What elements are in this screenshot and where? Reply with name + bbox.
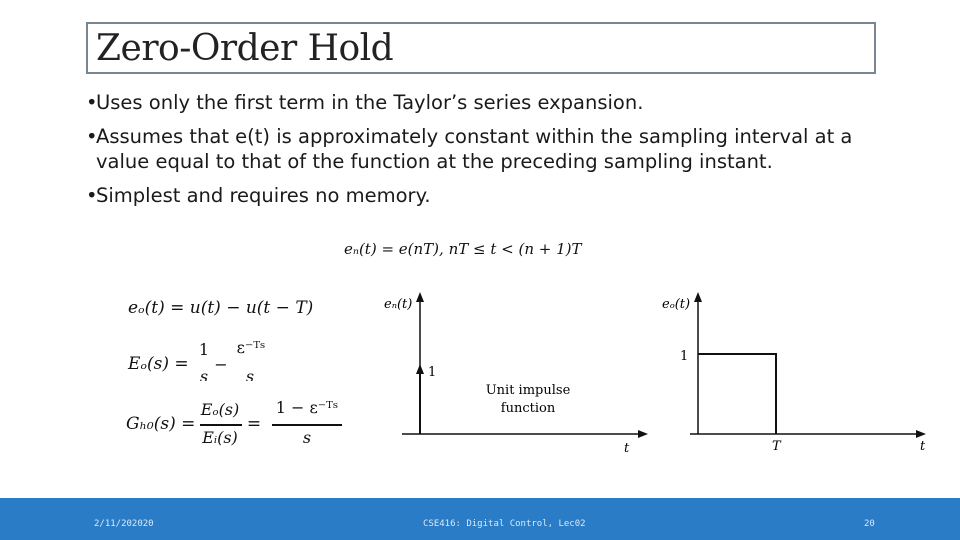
laplace-label: Eₒ(s) =: [128, 354, 189, 374]
laplace-term1-denominator: s: [199, 367, 209, 381]
zoh-level-label: 1: [680, 349, 689, 364]
zoh-T-label: T: [772, 439, 781, 454]
bullet-item: [86, 90, 886, 115]
bullet-list: [86, 90, 886, 217]
tf-equals: =: [246, 414, 262, 434]
tf-frac2-numerator: 1 − ε⁻ᵀˢ: [275, 398, 339, 417]
impulse-value-label: 1: [428, 365, 437, 380]
tf-frac1-denominator: Eᵢ(s): [202, 428, 238, 447]
bullet-text: Uses only the first term in the Taylor’s series expansion.: [96, 91, 644, 114]
zoh-pulse-plot: [650, 288, 940, 458]
impulse-caption-line2: function: [500, 401, 556, 416]
tf-frac1-bar: [200, 424, 242, 426]
zoh-plot-y-arrow: [694, 292, 702, 302]
laplace-minus: −: [214, 355, 228, 374]
impulse-response-equation: eₒ(t) = u(t) − u(t − T): [128, 298, 314, 318]
bullet-text: Simplest and requires no memory.: [96, 184, 431, 207]
impulse-plot: [380, 288, 670, 458]
impulse-arrow: [416, 364, 424, 374]
zoh-plot-x-arrow: [916, 430, 926, 438]
footer-bar: [0, 498, 960, 540]
impulse-plot-x-label: t: [624, 441, 630, 456]
impulse-caption-line1: Unit impulse: [485, 383, 571, 398]
laplace-term2-numerator: ε⁻ᵀˢ: [236, 338, 266, 357]
tf-label: Gₕ₀(s) =: [126, 414, 196, 434]
footer-date: 2/11/202020: [94, 519, 154, 529]
hold-equation: eₙ(t) = e(nT), nT ≤ t < (n + 1)T: [344, 240, 582, 258]
zoh-plot-x-label: t: [920, 439, 926, 454]
slide-title: Zero-Order Hold: [96, 28, 394, 69]
impulse-plot-x-arrow: [638, 430, 648, 438]
zoh-plot-y-label: eₒ(t): [662, 297, 691, 312]
bullet-marker: •: [86, 125, 98, 148]
tf-frac1-numerator: Eₒ(s): [200, 400, 240, 419]
bullet-marker: •: [86, 184, 98, 207]
laplace-term2-denominator: s: [245, 367, 255, 381]
impulse-plot-y-arrow: [416, 292, 424, 302]
bullet-text: Assumes that e(t) is approximately constant within the sampling interval at a value equal to that of the function at the preceding sampling instant.: [96, 125, 853, 173]
impulse-plot-y-label: eₙ(t): [384, 297, 413, 312]
bullet-marker: •: [86, 91, 98, 114]
bullet-item: [86, 124, 886, 174]
tf-frac2-bar: [272, 424, 342, 426]
laplace-term1-numerator: 1: [198, 340, 210, 359]
footer-page-number: 20: [864, 519, 875, 529]
bullet-item: [86, 183, 886, 208]
footer-course: CSE416: Digital Control, Lec02: [423, 519, 586, 529]
tf-frac2-denominator: s: [302, 428, 312, 447]
title-box: [86, 22, 876, 74]
zoh-pulse-line: [698, 354, 776, 434]
